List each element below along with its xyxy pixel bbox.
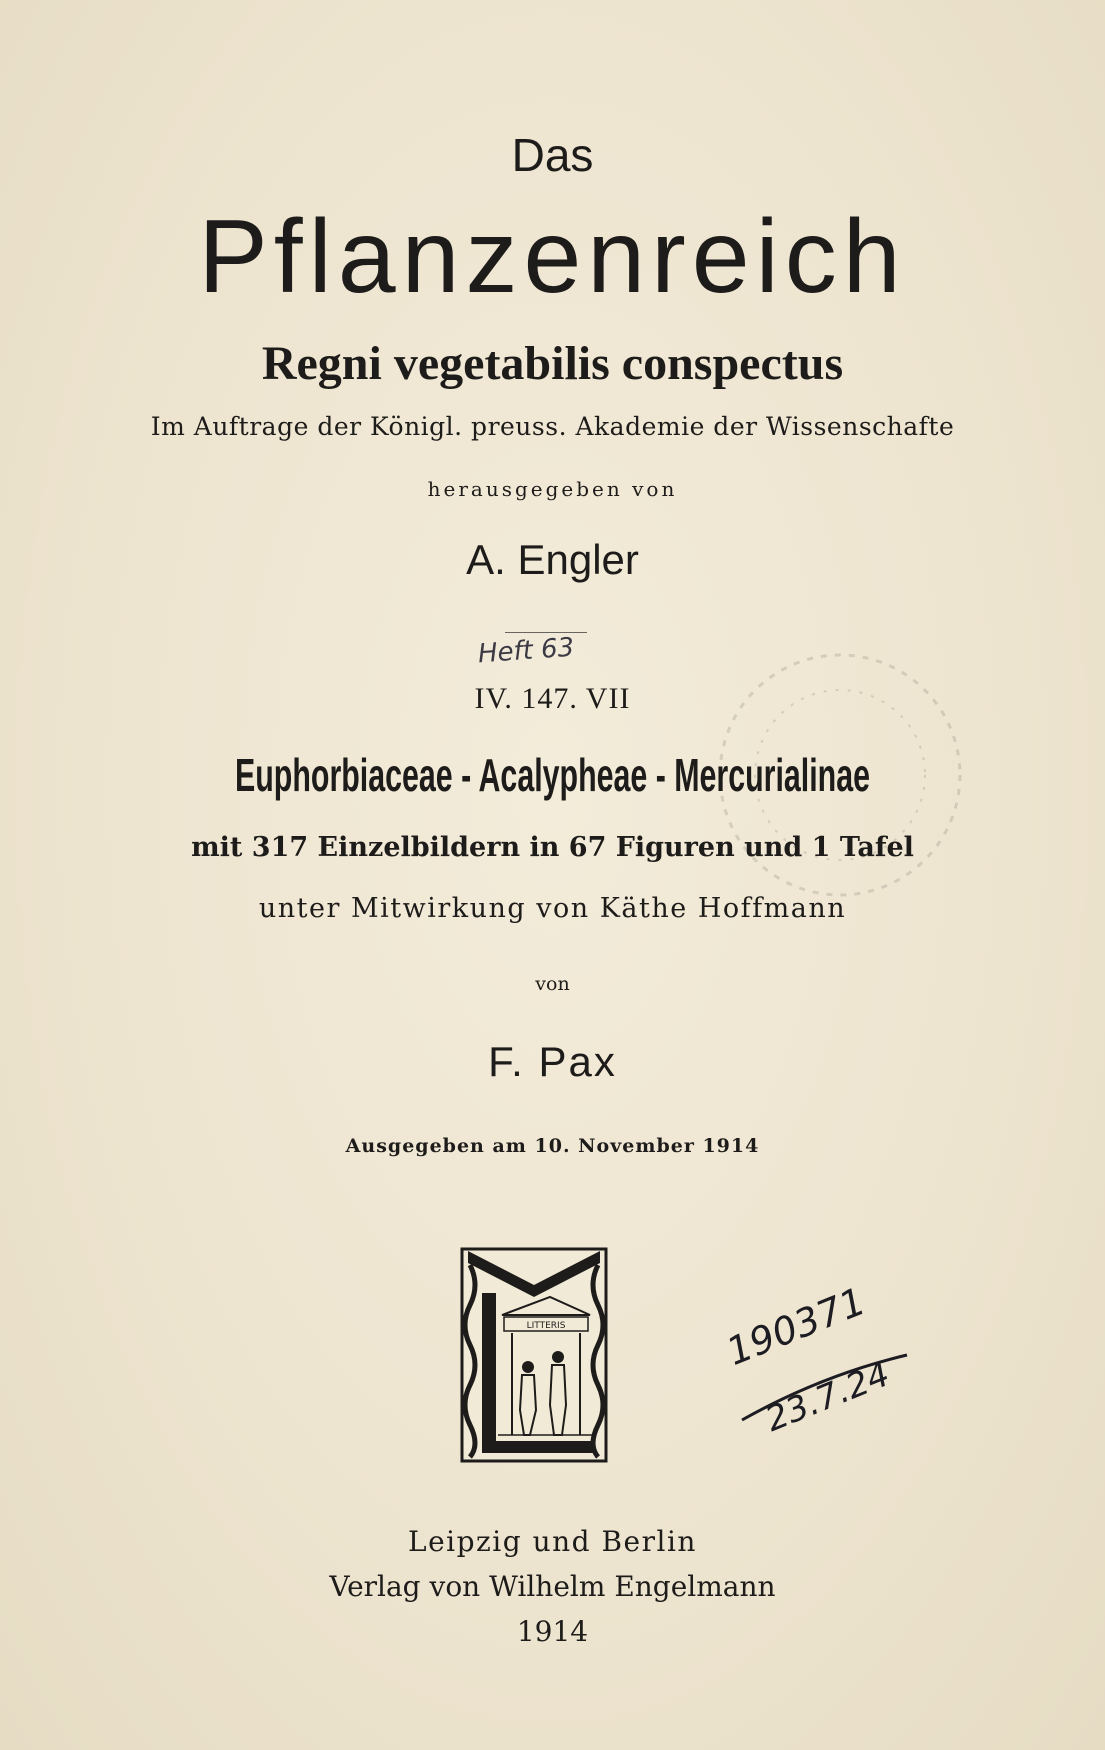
- volume-number: IV. 147. VII: [474, 682, 631, 715]
- main-title: Pflanzenreich: [198, 199, 907, 315]
- title-article: Das: [511, 129, 594, 181]
- editor-name: A. Engler: [466, 536, 639, 583]
- collaboration-line: unter Mitwirkung von Käthe Hoffmann: [258, 893, 847, 924]
- issue-date: Ausgegeben am 10. November 1914: [345, 1135, 760, 1157]
- figures-line: mit 317 Einzelbildern in 67 Figuren und 1 Tafel: [191, 832, 914, 863]
- publisher-logo: [458, 1245, 610, 1465]
- commission-line: Im Auftrage der Königl. preuss. Akademie der Wissenschafte: [150, 412, 955, 441]
- author-name: F. Pax: [488, 1038, 617, 1085]
- by-label: von: [535, 973, 570, 995]
- edited-by-label: herausgegeben von: [427, 477, 678, 501]
- handwritten-heft-note: Heft 63: [477, 632, 576, 670]
- imprint-year: 1914: [516, 1615, 589, 1648]
- divider-rule: [505, 632, 587, 633]
- imprint-publisher: Verlag von Wilhelm Engelmann: [329, 1570, 776, 1603]
- latin-subtitle: Regni vegetabilis conspectus: [261, 337, 844, 390]
- accession-number: 190371: [720, 1278, 872, 1374]
- accession-date: 23.7.24: [760, 1354, 896, 1440]
- plant-family-title: Euphorbiaceae - Acalypheae - Mercurialinae: [235, 749, 870, 801]
- imprint-place: Leipzig und Berlin: [408, 1525, 697, 1558]
- logo-inscription: LITTERIS: [526, 1321, 566, 1331]
